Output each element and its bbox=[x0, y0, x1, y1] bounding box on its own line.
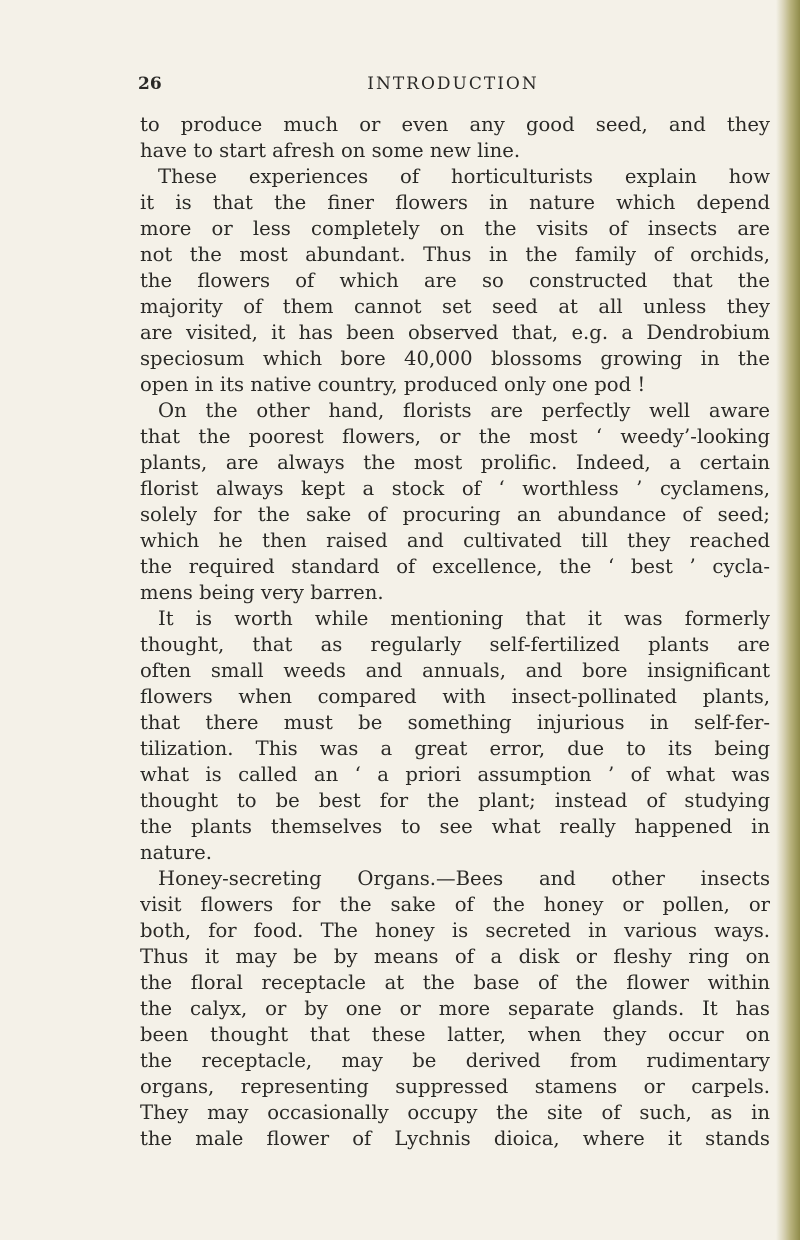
text-line: Honey-secreting Organs.—Bees and other insects bbox=[158, 867, 770, 890]
text-line: thought, that as regularly self-fertilized plants are bbox=[140, 633, 770, 656]
text-line: It is worth while mentioning that it was formerly bbox=[158, 607, 770, 630]
text-line: Thus it may be by means of a disk or fleshy ring on bbox=[140, 945, 770, 968]
text-line: the plants themselves to see what really happened in bbox=[140, 815, 770, 838]
body-text bbox=[140, 112, 770, 1152]
text-line: florist always kept a stock of ‘ worthless ’ cyclamens, bbox=[140, 477, 770, 500]
text-line: more or less completely on the visits of insects are bbox=[140, 217, 770, 240]
text-line: nature. bbox=[140, 841, 212, 864]
page-edge bbox=[776, 0, 800, 1240]
text-line: speciosum which bore 40,000 blossoms growing in the bbox=[140, 347, 770, 370]
text-line: that the poorest flowers, or the most ‘ weedy’-looking bbox=[140, 425, 770, 448]
text-line: both, for food. The honey is secreted in various ways. bbox=[140, 919, 770, 942]
text-line: On the other hand, florists are perfectly well aware bbox=[158, 399, 770, 422]
text-line: have to start afresh on some new line. bbox=[140, 139, 521, 162]
page-number: 26 bbox=[138, 74, 162, 94]
text-line: mens being very barren. bbox=[140, 581, 384, 604]
text-line: organs, representing suppressed stamens or carpels. bbox=[140, 1075, 770, 1098]
text-line: what is called an ‘ a priori assumption ’ of what was bbox=[140, 763, 770, 786]
text-line: that there must be something injurious in self-fer- bbox=[140, 711, 770, 734]
text-line: tilization. This was a great error, due to its being bbox=[140, 737, 770, 760]
text-line: the required standard of excellence, the ‘ best ’ cycla- bbox=[140, 555, 770, 578]
running-head: INTRODUCTION bbox=[367, 74, 539, 94]
text-line: flowers when compared with insect-pollinated plants, bbox=[140, 685, 770, 708]
text-line: the flowers of which are so constructed that the bbox=[140, 269, 770, 292]
text-line: open in its native country, produced only one pod ! bbox=[140, 373, 646, 396]
text-line: These experiences of horticulturists explain how bbox=[158, 165, 770, 188]
text-line: the floral receptacle at the base of the flower within bbox=[140, 971, 770, 994]
text-line: majority of them cannot set seed at all unless they bbox=[140, 295, 770, 318]
text-line: plants, are always the most prolific. Indeed, a certain bbox=[140, 451, 770, 474]
text-line: are visited, it has been observed that, e.g. a Dendrobium bbox=[140, 321, 770, 344]
text-line: often small weeds and annuals, and bore insignificant bbox=[140, 659, 770, 682]
text-line: which he then raised and cultivated till they reached bbox=[140, 529, 770, 552]
text-line: solely for the sake of procuring an abundance of seed; bbox=[140, 503, 770, 526]
text-line: not the most abundant. Thus in the family of orchids, bbox=[140, 243, 770, 266]
text-line: the male flower of Lychnis dioica, where it stands bbox=[140, 1127, 770, 1150]
page-header bbox=[138, 74, 768, 98]
text-line: thought to be best for the plant; instead of studying bbox=[140, 789, 770, 812]
text-line: the calyx, or by one or more separate glands. It has bbox=[140, 997, 770, 1020]
text-line: the receptacle, may be derived from rudimentary bbox=[140, 1049, 770, 1072]
text-line: visit flowers for the sake of the honey or pollen, or bbox=[140, 893, 770, 916]
text-line: been thought that these latter, when they occur on bbox=[140, 1023, 770, 1046]
text-line: it is that the finer flowers in nature which depend bbox=[140, 191, 770, 214]
text-line: to produce much or even any good seed, and they bbox=[140, 113, 770, 136]
text-line: They may occasionally occupy the site of such, as in bbox=[140, 1101, 770, 1124]
